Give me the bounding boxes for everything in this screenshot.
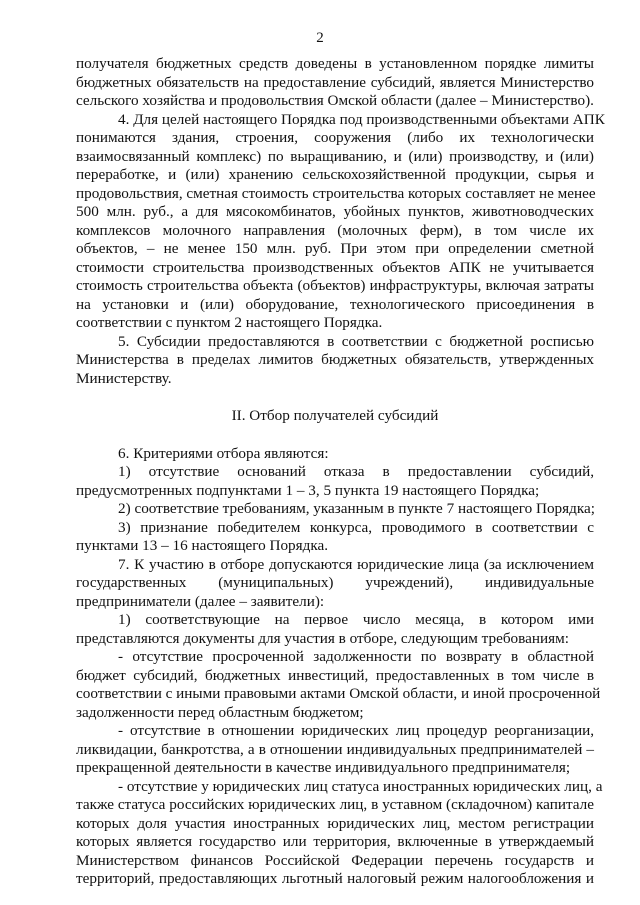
text-line: 5. Субсидии предоставляются в соответствии с бюджетной росписью <box>118 332 594 350</box>
text-line: продовольствия, сметная стоимость строительства которых составляет не менее <box>76 184 596 202</box>
text-line: бюджетных обязательств на предоставление субсидий, является Министерство <box>76 73 594 91</box>
text-line: переработке, и (или) хранению сельскохозяйственной продукции, сырья и <box>76 166 594 183</box>
text-line: 1) соответствующие на первое число месяца, в котором ими <box>118 611 594 628</box>
document-body <box>76 55 605 889</box>
text-line: - отсутствие в отношении юридических лиц процедур реорганизации, <box>118 722 594 739</box>
text-line: Министерства в пределах лимитов бюджетных обязательств, утвержденных <box>76 351 594 368</box>
page-number: 2 <box>316 30 324 46</box>
text-line: пунктами 13 – 16 настоящего Порядка. <box>76 537 329 554</box>
text-line: сельского хозяйства и продовольствия Омской области (далее – Министерство). <box>76 92 594 109</box>
text-line: 2) соответствие требованиям, указанным в пункте 7 настоящего Порядка; <box>118 500 595 517</box>
text-line: которых является государство или территория, включенные в утверждаемый <box>76 833 594 850</box>
text-line: также статуса российских юридических лиц, в уставном (складочном) капитале <box>76 796 594 813</box>
section-heading: II. Отбор получателей субсидий <box>231 407 439 424</box>
text-block-after-heading <box>76 444 603 889</box>
text-line: прекращенной деятельности в качестве индивидуального предпринимателя; <box>76 759 571 776</box>
text-line: бюджет субсидий, бюджетных инвестиций, предоставленных в том числе в <box>76 666 594 684</box>
text-line: предусмотренных подпунктами 1 – 3, 5 пункта 19 настоящего Порядка; <box>76 481 540 499</box>
spacer <box>76 426 594 445</box>
text-line: 4. Для целей настоящего Порядка под производственными объектами АПК <box>118 110 605 128</box>
text-line: государственных (муниципальных) учреждений), индивидуальные <box>76 574 594 591</box>
text-line: которых доля участия иностранных юридических лиц, местом регистрации <box>76 814 594 832</box>
text-line: Министерству. <box>76 369 172 387</box>
text-line: стоимость строительства объекта (объектов) инфраструктуры, включая затраты <box>76 277 594 294</box>
text-line: ликвидации, банкротства, а в отношении индивидуальных предпринимателей – <box>76 740 594 758</box>
text-line: соответствии с пунктом 2 настоящего Порядка. <box>76 314 383 331</box>
text-line: Министерством финансов Российской Федерации перечень государств и <box>76 851 594 869</box>
text-line: территорий, предоставляющих льготный налоговый режим налогообложения и <box>76 870 594 887</box>
text-line: понимаются здания, строения, сооружения (либо их технологически <box>76 129 594 146</box>
text-line: предприниматели (далее – заявители): <box>76 592 325 610</box>
text-line: на установки и (или) оборудование, технологического присоединения в <box>76 295 594 313</box>
text-line: стоимости строительства производственных объектов АПК не учитывается <box>76 258 594 276</box>
text-line: задолженности перед областным бюджетом; <box>76 703 364 721</box>
text-line: комплексов молочного направления (молочных ферм), в том числе их <box>76 221 594 239</box>
text-line: получателя бюджетных средств доведены в установленном порядке лимиты <box>76 55 594 72</box>
text-line: 6. Критериями отбора являются: <box>118 444 329 462</box>
text-line: 7. К участию в отборе допускаются юридические лица (за исключением <box>118 555 594 573</box>
text-line: представляются документы для участия в отборе, следующим требованиям: <box>76 629 569 647</box>
text-line: 500 млн. руб., а для мясокомбинатов, убойных пунктов, животноводческих <box>76 203 594 220</box>
text-line: соответствии с иными правовыми актами Омской области, и иной просроченной <box>76 685 601 702</box>
text-line: объектов, – не менее 150 млн. руб. При этом при определении сметной <box>76 240 594 257</box>
text-block-before-heading <box>76 55 605 388</box>
text-line: 3) признание победителем конкурса, проводимого в соответствии с <box>118 518 594 536</box>
spacer <box>76 388 594 407</box>
text-line: 1) отсутствие оснований отказа в предоставлении субсидий, <box>118 463 594 480</box>
text-line: - отсутствие просроченной задолженности по возврату в областной <box>118 648 594 665</box>
text-line: - отсутствие у юридических лиц статуса иностранных юридических лиц, а <box>118 777 603 795</box>
text-line: взаимосвязанный комплекс) по выращиванию, и (или) производству, и (или) <box>76 147 594 165</box>
